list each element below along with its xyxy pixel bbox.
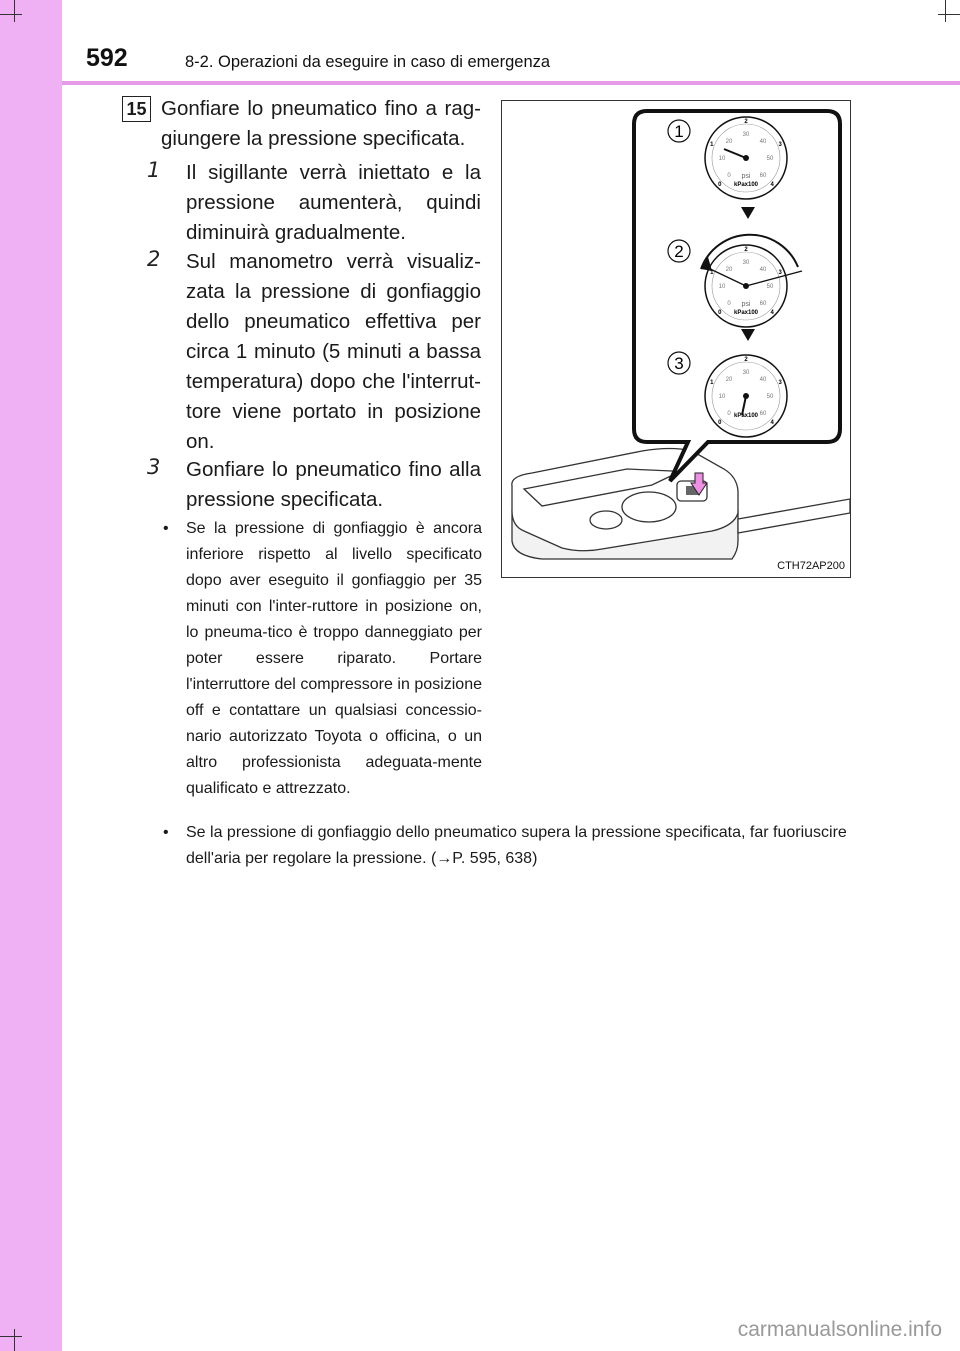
gauge-kpa-tick: 1 — [710, 379, 714, 386]
step-text: Gonfiare lo pneumatico fino a rag-giungere la pressione specificata. — [161, 97, 481, 150]
substep-number: 2 — [147, 247, 161, 271]
gauge-kpa-tick: 2 — [744, 357, 748, 363]
substep-text: Il sigillante verrà iniettato e la pressione aumenterà, quindi diminuirà gradualmente. — [186, 161, 481, 244]
watermark-text: carmanualsonline.info — [737, 1318, 942, 1341]
figure-code: CTH72AP200 — [777, 560, 845, 572]
svg-text:kPax100: kPax100 — [733, 310, 759, 316]
gauge-psi-tick: 40 — [759, 377, 767, 384]
substep-text: Gonfiare lo pneumatico fino alla pressione specificata. — [186, 458, 481, 511]
step-number: 15 — [122, 96, 151, 122]
gauge-kpa-tick: 3 — [778, 379, 782, 386]
gauge-kpa-tick: 4 — [770, 182, 774, 189]
substep-text: Sul manometro verrà visualiz-zata la pressione di gonfiaggio dello pneumatico effettiva per circa 1 minuto (5 minuti a bassa temperatura) dopo che l'interrut-tore viene portato in posizione on. — [186, 250, 481, 453]
gauge-psi-tick: 50 — [766, 284, 774, 290]
gauge-kpa-tick: 0 — [718, 420, 722, 427]
gauge-psi-tick: 10 — [718, 284, 726, 290]
crop-mark — [938, 14, 960, 15]
compressor-gauge-figure — [501, 100, 851, 578]
gauge-kpa-tick: 4 — [770, 420, 774, 427]
bullet-marker: • — [163, 824, 169, 841]
gauge-kpa-tick: 1 — [710, 141, 714, 148]
callout-2: 2 — [674, 242, 684, 261]
figure-illustration — [502, 101, 850, 577]
gauge-psi-tick: 0 — [727, 172, 731, 179]
gauge-psi-tick: 10 — [718, 394, 726, 400]
bullet-text: Se la pressione di gonfiaggio è ancora inferiore rispetto al livello specificato dopo aver eseguito il gonfiaggio per 35 minuti con l'inter-ruttore in posizione on, lo pneuma-tico è troppo danneggiato per poter essere riparato. Portare l'interruttore del compressore in posizione off e contattare un qualsiasi concessio-nario autorizzato Toyota o officina, o un altro professionista adeguata-mente qualificato e attrezzato. — [186, 520, 482, 797]
bullet-text: Se la pressione di gonfiaggio dello pneumatico supera la pressione specificata, far fuoriuscire dell'aria per regolare la pressione. (→P. 595, 638) — [186, 824, 847, 867]
svg-text:kPax100: kPax100 — [733, 413, 759, 419]
gauge-kpa-tick: 2 — [744, 119, 748, 125]
footer-watermark — [0, 1318, 960, 1342]
chapter-sidebar — [0, 0, 62, 1351]
gauge-kpa-tick: 3 — [778, 269, 782, 276]
callout-1: 1 — [674, 122, 684, 141]
section-title: 8-2. Operazioni da eseguire in caso di emergenza — [185, 53, 551, 71]
substep-number: 1 — [147, 158, 161, 182]
substep-number: 3 — [147, 455, 161, 479]
svg-text:psi: psi — [741, 173, 751, 180]
header-rule — [62, 81, 960, 85]
svg-text:kPax100: kPax100 — [733, 182, 759, 188]
gauge-psi-tick: 40 — [759, 267, 767, 274]
gauge-psi-tick: 20 — [725, 267, 733, 274]
crop-mark — [945, 0, 946, 22]
gauge-kpa-tick: 4 — [770, 310, 774, 317]
page-number: 592 — [86, 44, 128, 72]
gauge-psi-tick: 20 — [725, 377, 733, 384]
gauge-psi-tick: 60 — [759, 172, 767, 179]
gauge-kpa-tick: 1 — [710, 269, 714, 276]
gauge-psi-tick: 0 — [727, 410, 731, 417]
gauge-psi-tick: 30 — [742, 370, 750, 376]
gauge-kpa-tick: 0 — [718, 310, 722, 317]
gauge-kpa-tick: 2 — [744, 247, 748, 253]
gauge-psi-tick: 50 — [766, 394, 774, 400]
crop-mark — [14, 0, 15, 22]
gauge-kpa-tick: 0 — [718, 182, 722, 189]
gauge-psi-tick: 0 — [727, 300, 731, 307]
gauge-psi-tick: 40 — [759, 139, 767, 146]
crop-mark — [0, 14, 22, 15]
callout-3: 3 — [674, 354, 684, 373]
gauge-psi-tick: 60 — [759, 410, 767, 417]
bullet-marker: • — [163, 520, 169, 537]
gauge-psi-tick: 20 — [725, 139, 733, 146]
gauge-psi-tick: 30 — [742, 260, 750, 266]
gauge-psi-tick: 60 — [759, 300, 767, 307]
gauge-kpa-tick: 3 — [778, 141, 782, 148]
gauge-psi-tick: 30 — [742, 132, 750, 138]
gauge-psi-tick: 50 — [766, 156, 774, 162]
svg-text:psi: psi — [741, 301, 751, 308]
gauge-psi-tick: 10 — [718, 156, 726, 162]
